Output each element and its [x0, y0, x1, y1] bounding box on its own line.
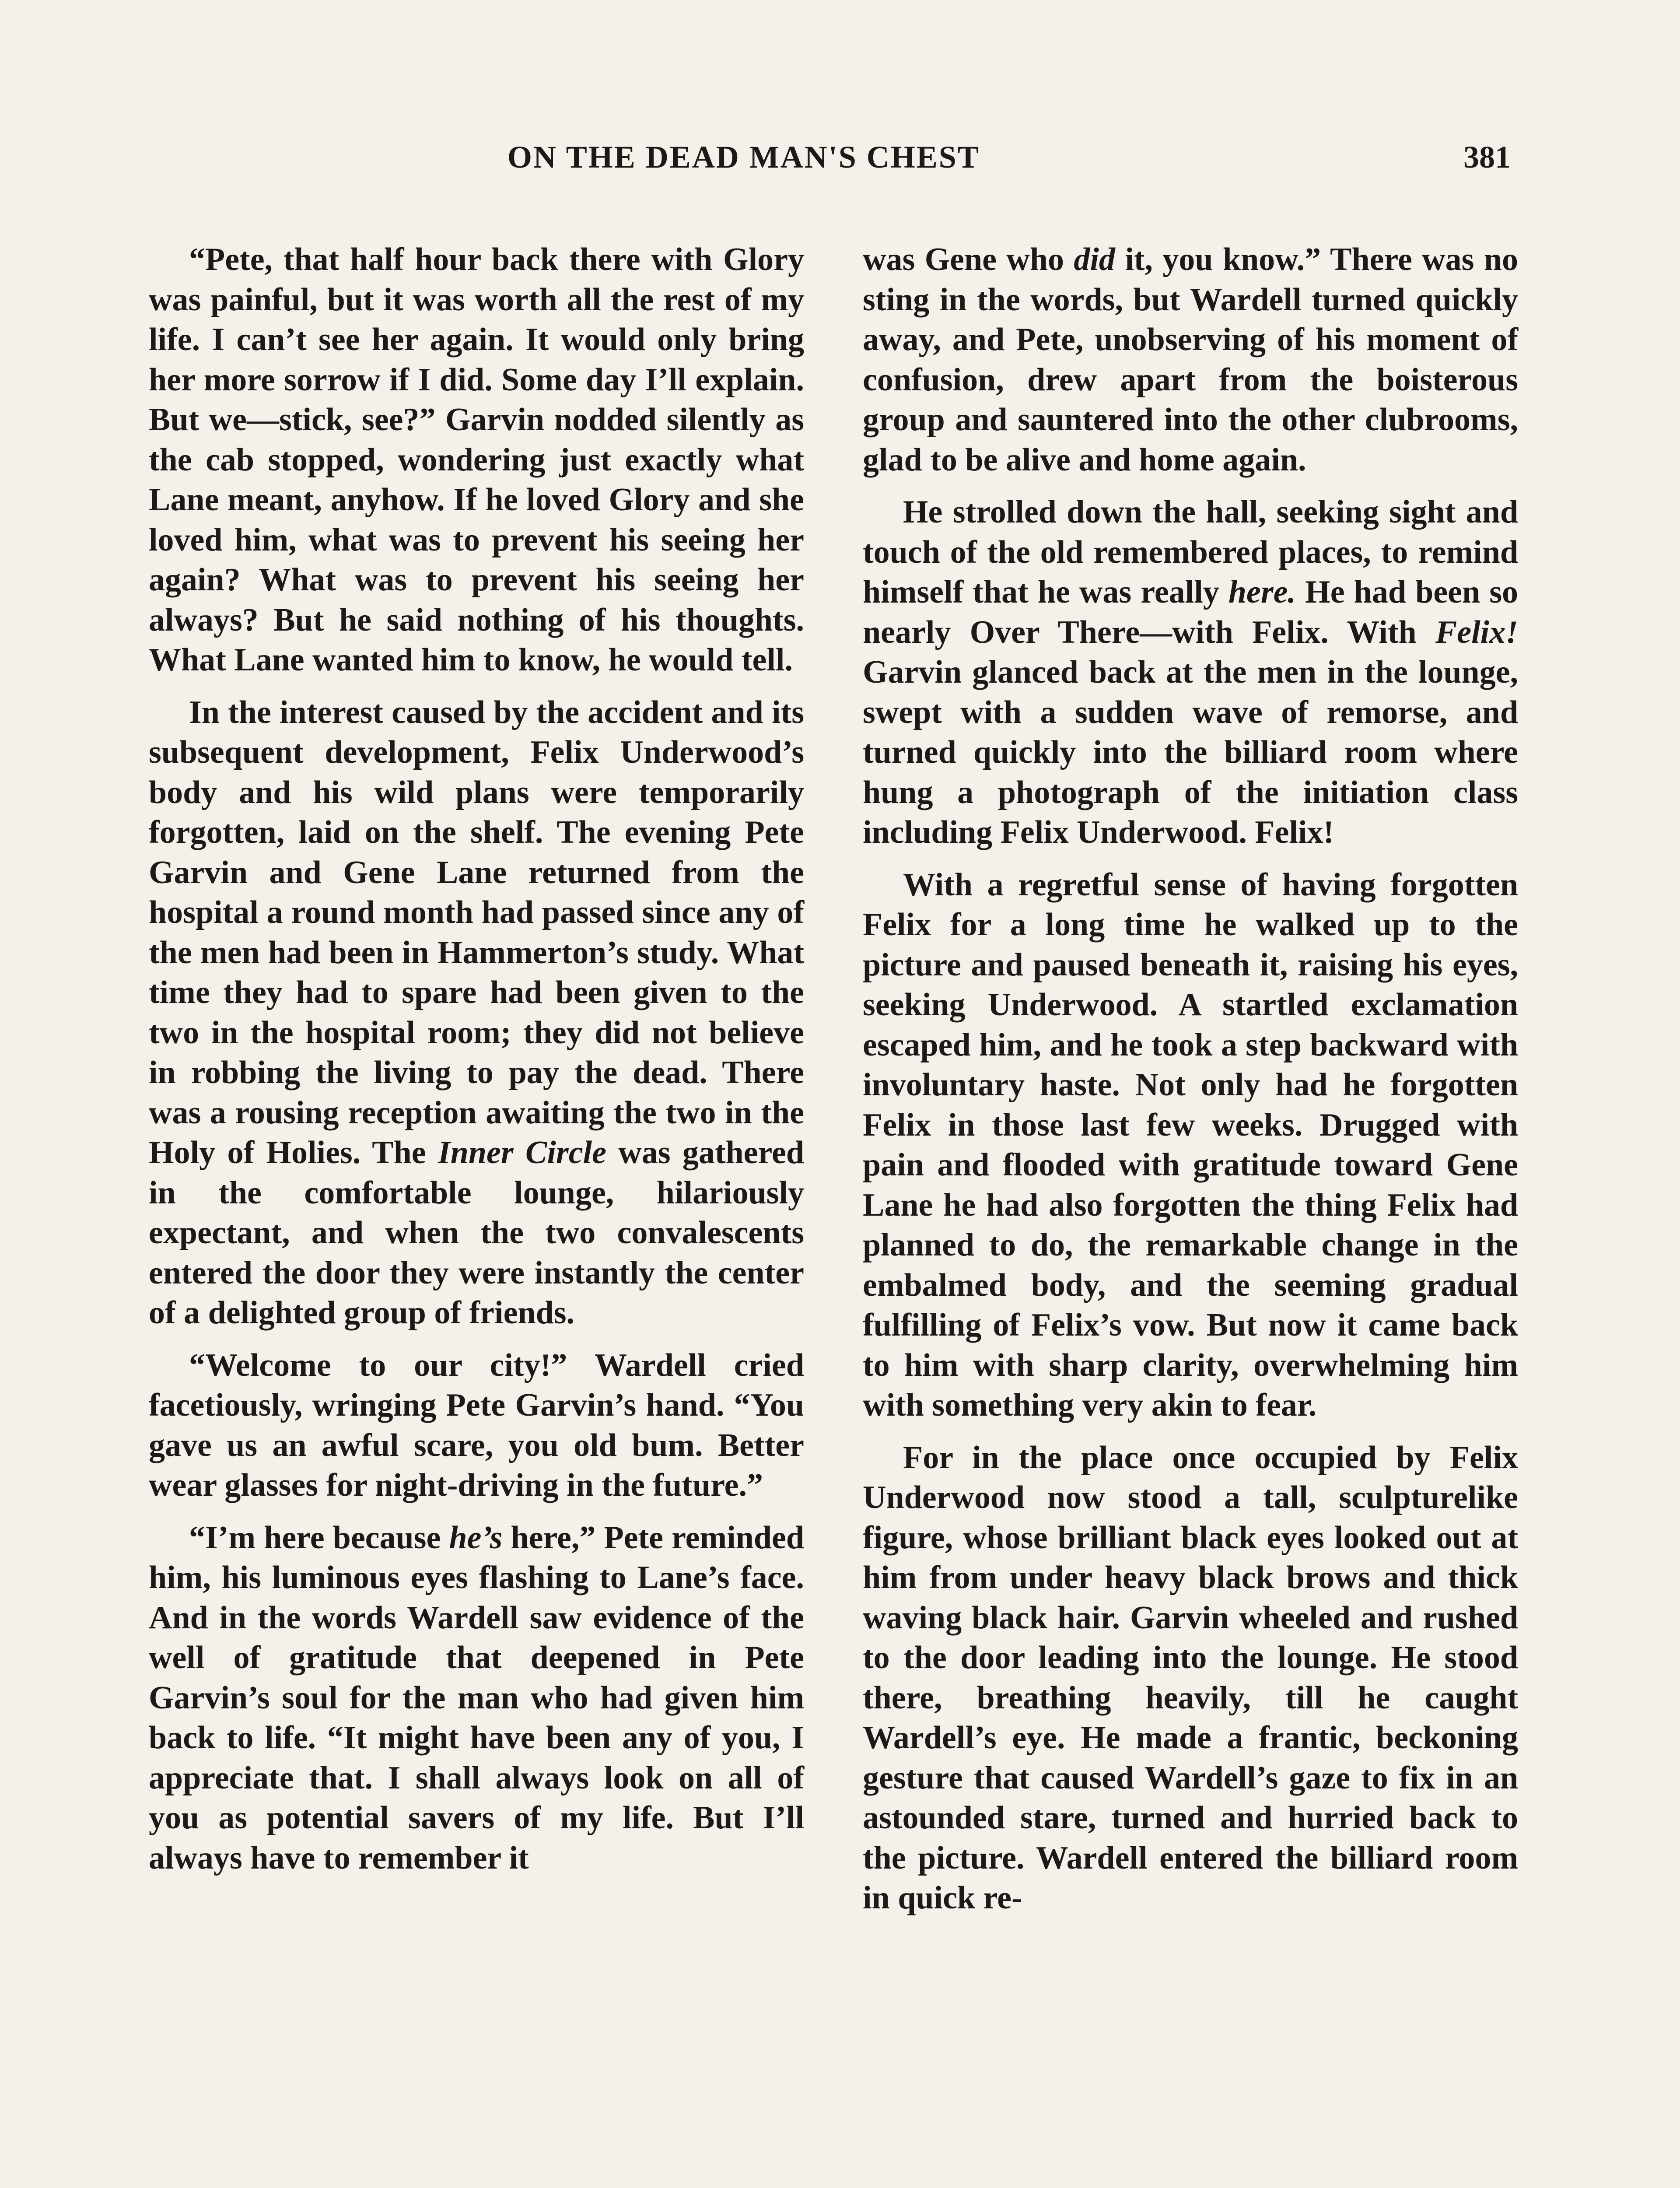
paragraph: In the interest caused by the accident and its subsequent development, Felix Underwood’s body and his wild plans were temporarily forgotten, laid on the shelf. The evening Pete Garvin and Gene Lane returned from the hospital a round month had passed since any of the men had been in Hammerton’s study. What time they had to spare had been given to the two in the hospital room; they did not believe in robbing the living to pay the dead. There was a rousing reception awaiting the two in the Holy of Holies. The Inner Circle was gathered in the comfortable lounge, hilariously expectant, and when the two convalescents entered the door they were instantly the center of a delighted group of friends. — [149, 694, 805, 1331]
emphasis: did — [1074, 242, 1115, 277]
paragraph: “I’m here because he’s here,” Pete reminded him, his luminous eyes flashing to Lane’s face. And in the words Wardell saw evidence of the well of gratitude that deepened in Pete Garvin’s soul for the man who had given him back to life. “It might have been any of you, I appreciate that. I shall always look on all of you as potential savers of my life. But I’ll always have to remember it — [149, 1519, 804, 1876]
page-header — [0, 139, 1680, 183]
paragraph: “Welcome to our city!” Wardell cried facetiously, wringing Pete Garvin’s hand. “You gave us an awful scare, you old bum. Better wear glasses for night-driving in the future.” — [149, 1347, 804, 1503]
paragraph: “Pete, that half hour back there with Glory was painful, but it was worth all the rest of my life. I can’t see her again. It would only bring her more sorrow if I did. Some day I’ll explain. But we—stick, see?” Garvin nodded silently as the cab stopped, wondering just exactly what Lane meant, anyhow. If he loved Glory and she loved him, what was to prevent his seeing her again? What was to prevent his seeing her always? But he said nothing of his thoughts. What Lane wanted him to know, he would tell. — [149, 242, 804, 678]
page-number: 381 — [1463, 140, 1511, 175]
paragraph: For in the place once occupied by Felix Underwood now stood a tall, sculpturelike figure, whose brilliant black eyes looked out at him from under heavy black brows and thick waving black hair. Garvin wheeled and rushed to the door leading into the lounge. He stood there, breathing heavily, till he caught Wardell’s eye. He made a frantic, beckoning gesture that caused Wardell’s gaze to fix in an astounded stare, turned and hurried back to the picture. Wardell entered the billiard room in quick re- — [863, 1439, 1518, 1916]
paragraph: was Gene who did it, you know.” There was no sting in the words, but Wardell turned quickly away, and Pete, unobserving of his moment of confusion, drew apart from the boisterous group and sauntered into the other clubrooms, glad to be alive and home again. — [863, 242, 1518, 478]
paragraph: He strolled down the hall, seeking sight and touch of the old remembered places, to remind himself that he was really here. He had been so nearly Over There—with Felix. With Felix! Garvin glanced back at the men in the lounge, swept with a sudden wave of remorse, and turned quickly into the billiard room where hung a photograph of the initiation class including Felix Underwood. Felix! — [863, 494, 1519, 850]
emphasis: Inner Circle — [438, 1135, 606, 1171]
emphasis: here. — [1228, 574, 1296, 610]
right-column — [863, 240, 1518, 1931]
emphasis: he’s — [449, 1519, 503, 1556]
paragraph: With a regretful sense of having forgotten Felix for a long time he walked up to the picture and paused beneath it, raising his eyes, seeking Underwood. A startled exclamation escaped him, and he took a step backward with involuntary haste. Not only had he forgotten Felix in those last few weeks. Drugged with pain and flooded with gratitude toward Gene Lane he had also forgotten the thing Felix had planned to do, the remarkable change in the embalmed body, and the seeming gradual fulfilling of Felix’s vow. But now it came back to him with sharp clarity, overwhelming him with something very akin to fear. — [863, 866, 1518, 1423]
running-title: ON THE DEAD MAN'S CHEST — [508, 140, 980, 175]
left-column — [149, 240, 804, 1890]
emphasis: Felix! — [1435, 614, 1518, 650]
